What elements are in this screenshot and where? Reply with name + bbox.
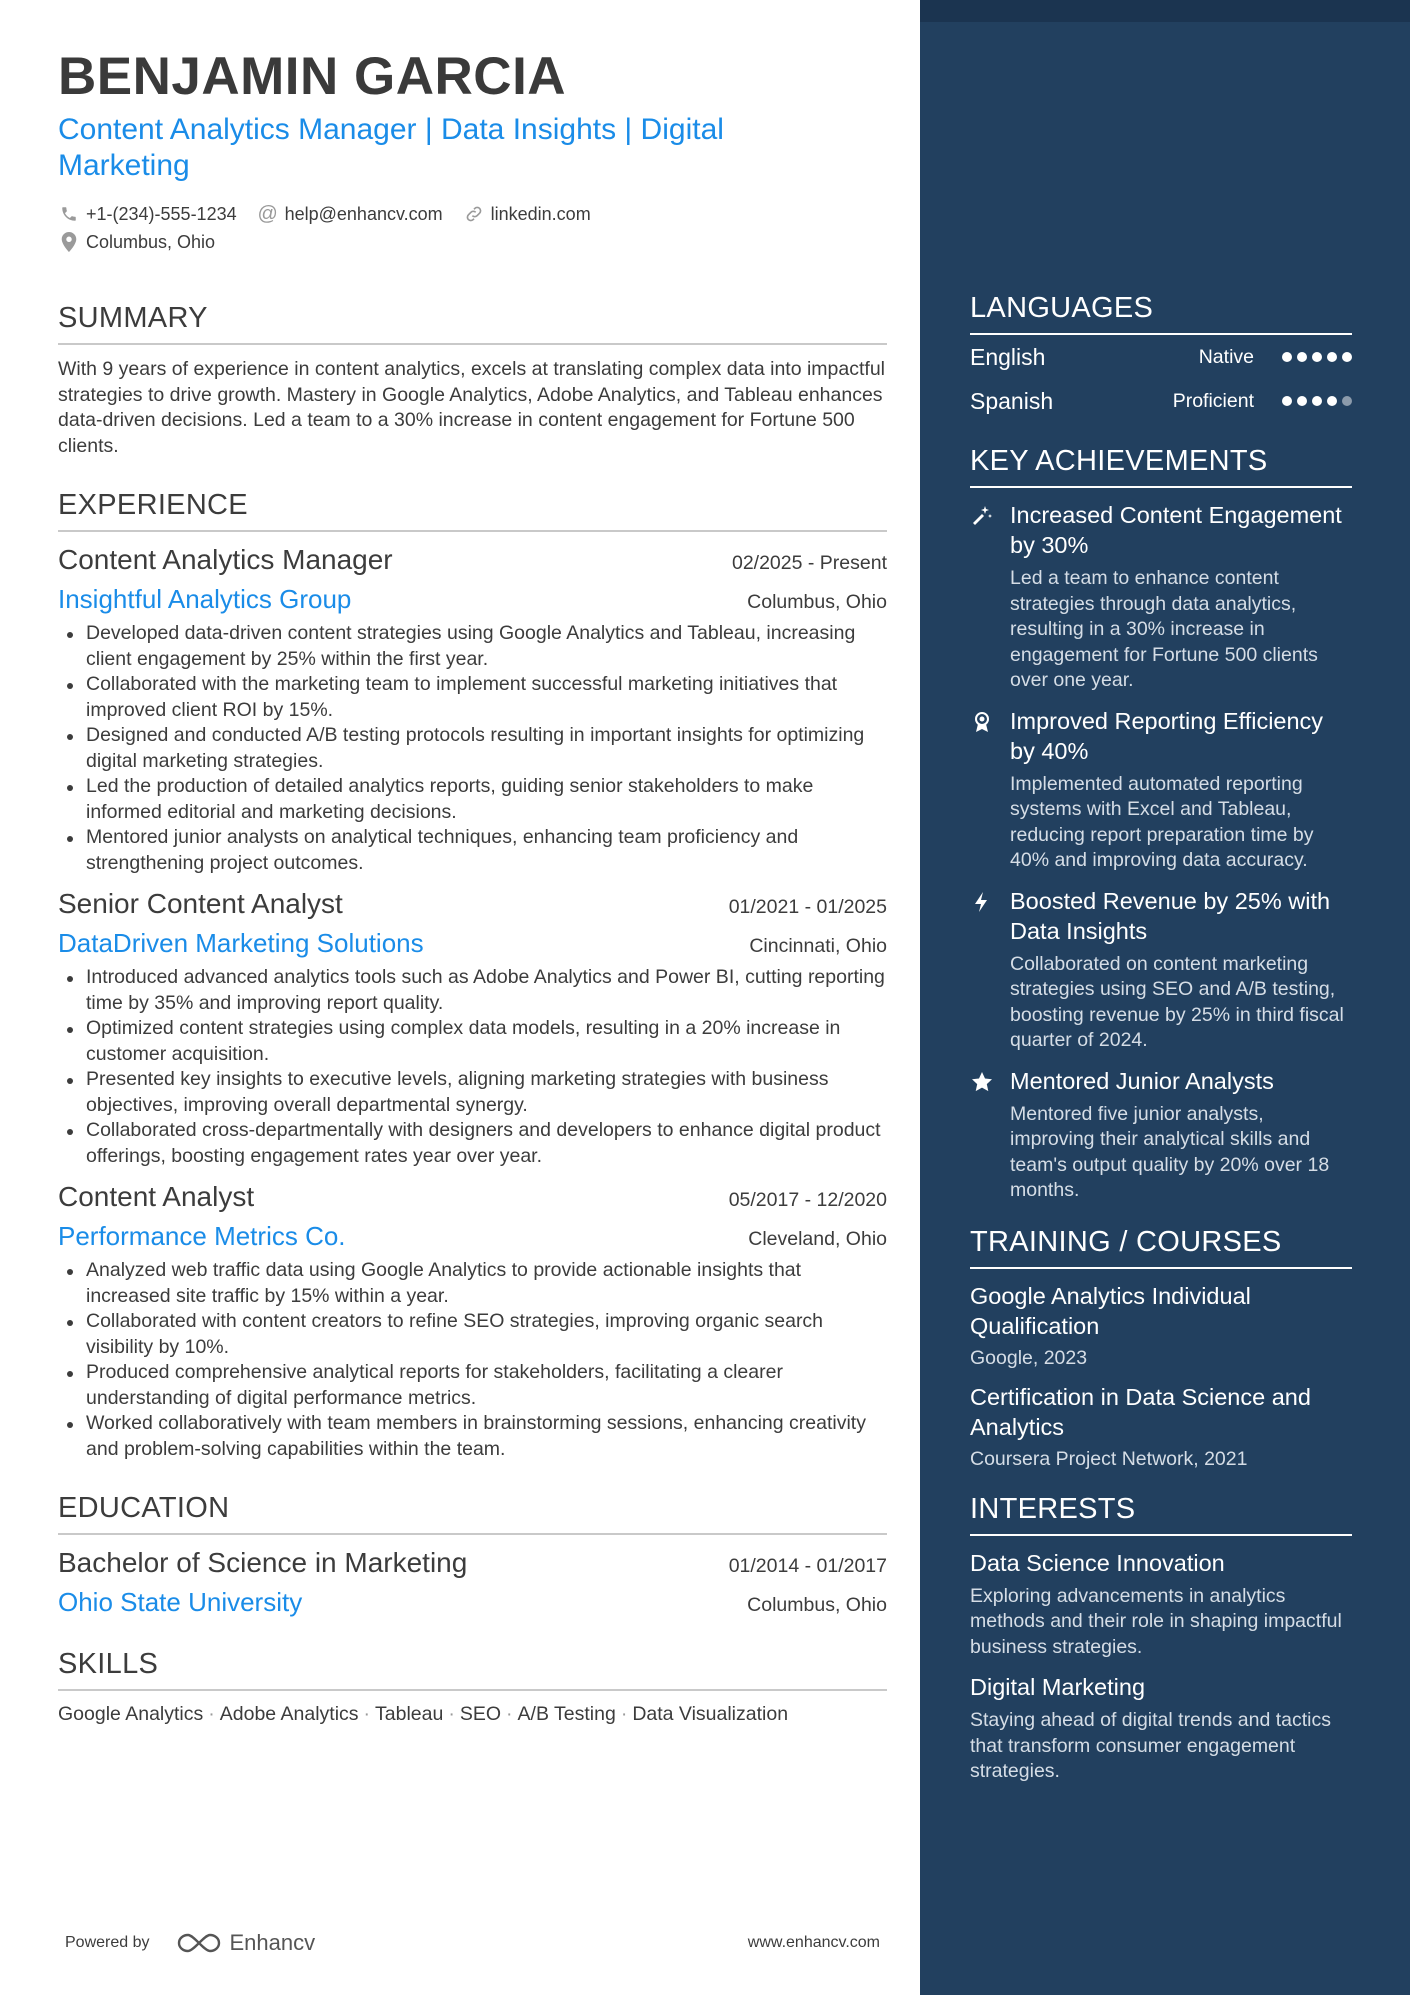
summary-heading: SUMMARY	[58, 302, 887, 345]
bullet-item: Produced comprehensive analytical reports for stakeholders, facilitating a clearer understanding of digital performance metrics.	[58, 1360, 887, 1411]
skill-item: Data Visualization	[632, 1703, 789, 1725]
award-medal-icon	[970, 706, 1010, 874]
language-row	[970, 379, 1352, 423]
education-dates: 01/2014 - 01/2017	[728, 1555, 887, 1577]
achievement-item	[970, 706, 1352, 874]
bullet-item: Analyzed web traffic data using Google Analytics to provide actionable insights that increased site traffic by 15% within a year.	[58, 1258, 887, 1309]
achievement-item	[970, 886, 1352, 1054]
achievement-description: Collaborated on content marketing strategies using SEO and A/B testing, boosting revenue by 25% in third fiscal quarter of 2024.	[1010, 952, 1344, 1051]
job-dates: 02/2025 - Present	[731, 552, 887, 574]
course-title: Certification in Data Science and Analytics	[970, 1383, 1311, 1440]
brand-name: Enhancv	[229, 1930, 316, 1955]
language-name: Spanish	[970, 387, 1054, 414]
job-dates: 01/2021 - 01/2025	[728, 896, 887, 918]
proficiency-dots	[1282, 352, 1352, 362]
training-heading: TRAINING / COURSES	[970, 1226, 1352, 1269]
phone-icon	[58, 203, 80, 225]
achievement-description: Led a team to enhance content strategies through data analytics, resulting in a 30% increase in engagement for Fortune 500 clients over one year.	[1010, 567, 1318, 691]
job-title: Content Analyst	[58, 1181, 255, 1212]
education-entry	[58, 1547, 887, 1618]
location-contact	[58, 231, 215, 253]
bullet-item: Presented key insights to executive levels, aligning marketing strategies with business objectives, improving overall departmental synergy.	[58, 1067, 887, 1118]
skill-item: Tableau	[375, 1703, 444, 1725]
proficiency-dots	[1282, 396, 1352, 406]
website-link[interactable]: www.enhancv.com	[747, 1934, 880, 1951]
achievement-title: Increased Content Engagement by 30%	[1010, 502, 1342, 558]
job-entry	[58, 888, 887, 1169]
job-location: Cincinnati, Ohio	[749, 935, 887, 957]
languages-section	[970, 292, 1352, 423]
achievement-title: Improved Reporting Efficiency by 40%	[1010, 707, 1324, 764]
job-location: Cleveland, Ohio	[748, 1228, 887, 1250]
powered-by-label: Powered by	[65, 1934, 150, 1951]
achievement-title: Boosted Revenue by 25% with Data Insights	[1010, 887, 1331, 944]
interest-item	[970, 1548, 1352, 1661]
job-dates: 05/2017 - 12/2020	[728, 1189, 887, 1211]
languages-heading: LANGUAGES	[970, 292, 1352, 335]
achievement-item	[970, 1066, 1352, 1204]
infinity-logo-icon	[176, 1931, 222, 1955]
bullet-item: Worked collaboratively with team members in brainstorming sessions, enhancing creativity and problem-solving capabilities within the team.	[58, 1411, 887, 1462]
job-bullets	[58, 621, 887, 876]
education-heading: EDUCATION	[58, 1492, 887, 1535]
job-location: Columbus, Ohio	[747, 591, 887, 613]
skills-section	[58, 1648, 887, 1726]
summary-text: With 9 years of experience in content analytics, excels at translating complex data into impactful strategies to drive growth. Mastery in Google Analytics, Adobe Analytics, and Tableau enhances data-driven decisions. Led a team to a 30% increase in content engagement for Fortune 500 clients.	[58, 358, 885, 457]
email-text: help@enhancv.com	[284, 203, 443, 224]
link-icon	[463, 203, 485, 225]
phone-text: +1-(234)-555-1234	[86, 203, 237, 224]
language-name: English	[970, 343, 1046, 370]
experience-section	[58, 489, 887, 1462]
skill-item: Google Analytics	[58, 1703, 204, 1725]
interest-title: Data Science Innovation	[970, 1549, 1225, 1576]
company-name: Performance Metrics Co.	[58, 1221, 346, 1251]
course-title: Google Analytics Individual Qualification	[970, 1282, 1251, 1339]
interests-section	[970, 1493, 1352, 1785]
bullet-item: Collaborated with the marketing team to implement successful marketing initiatives that improved client ROI by 15%.	[58, 672, 887, 723]
interest-description: Staying ahead of digital trends and tactics that transform consumer engagement strategies.	[970, 1709, 1331, 1782]
interest-description: Exploring advancements in analytics methods and their role in shaping impactful business strategies.	[970, 1584, 1342, 1658]
job-title: Content Analytics Manager	[58, 544, 393, 575]
job-bullets	[58, 1258, 887, 1462]
lightning-bolt-icon	[970, 886, 1010, 1054]
achievement-item	[970, 500, 1352, 694]
company-name: Insightful Analytics Group	[58, 584, 352, 614]
candidate-headline: Content Analytics Manager | Data Insights | Digital Marketing	[58, 113, 724, 182]
magic-wand-icon	[970, 500, 1010, 694]
bullet-item: Designed and conducted A/B testing protocols resulting in important insights for optimizing digital marketing strategies.	[58, 723, 887, 774]
phone-contact[interactable]	[58, 203, 237, 225]
language-level: Proficient	[1172, 389, 1254, 412]
bullet-item: Introduced advanced analytics tools such as Adobe Analytics and Power BI, cutting reporting time by 35% and improving report quality.	[58, 965, 887, 1016]
sidebar-column	[970, 292, 1352, 1785]
sidebar-top-bar	[920, 0, 1410, 22]
school-name: Ohio State University	[58, 1587, 303, 1617]
company-name: DataDriven Marketing Solutions	[58, 928, 424, 958]
bullet-item: Collaborated cross-departmentally with designers and developers to enhance digital product offerings, boosting engagement rates year over year.	[58, 1118, 887, 1169]
bullet-item: Mentored junior analysts on analytical techniques, enhancing team proficiency and strengthening project outcomes.	[58, 825, 887, 876]
interest-item	[970, 1672, 1352, 1785]
course-provider: Coursera Project Network, 2021	[970, 1447, 1248, 1470]
star-icon	[970, 1066, 1010, 1204]
contact-info	[58, 200, 887, 256]
experience-heading: EXPERIENCE	[58, 489, 887, 532]
bullet-item: Collaborated with content creators to refine SEO strategies, improving organic search visibility by 10%.	[58, 1309, 887, 1360]
course-item	[970, 1382, 1352, 1471]
education-section	[58, 1492, 887, 1618]
achievement-title: Mentored Junior Analysts	[1010, 1067, 1274, 1094]
email-contact[interactable]	[257, 203, 443, 225]
course-item	[970, 1281, 1352, 1370]
school-location: Columbus, Ohio	[747, 1594, 887, 1616]
summary-section	[58, 302, 887, 459]
language-level: Native	[1198, 345, 1254, 368]
skills-list: Google Analytics · Adobe Analytics · Tableau · SEO · A/B Testing · Data Visualization	[58, 1703, 789, 1725]
location-text: Columbus, Ohio	[86, 231, 216, 252]
bullet-item: Led the production of detailed analytics reports, guiding senior stakeholders to make informed editorial and marketing decisions.	[58, 774, 887, 825]
language-row	[970, 335, 1352, 379]
training-section	[970, 1226, 1352, 1471]
achievement-description: Mentored five junior analysts, improving their analytical skills and team's output quality by 20% over 18 months.	[1010, 1102, 1330, 1201]
linkedin-text: linkedin.com	[490, 203, 591, 224]
achievements-section	[970, 445, 1352, 1204]
skill-item: SEO	[459, 1703, 502, 1725]
footer	[65, 1930, 880, 1956]
candidate-name: BENJAMIN GARCIA	[58, 47, 567, 106]
achievements-heading: KEY ACHIEVEMENTS	[970, 445, 1352, 488]
skill-item: Adobe Analytics	[219, 1703, 359, 1725]
bullet-item: Optimized content strategies using complex data models, resulting in a 20% increase in customer acquisition.	[58, 1016, 887, 1067]
main-column	[58, 48, 887, 1726]
course-provider: Google, 2023	[970, 1346, 1088, 1369]
job-entry	[58, 544, 887, 876]
job-bullets	[58, 965, 887, 1169]
enhancv-logo[interactable]	[176, 1930, 316, 1956]
interest-title: Digital Marketing	[970, 1674, 1146, 1700]
degree-title: Bachelor of Science in Marketing	[58, 1547, 468, 1578]
interests-heading: INTERESTS	[970, 1493, 1352, 1536]
linkedin-contact[interactable]	[463, 203, 591, 225]
skill-item: A/B Testing	[517, 1703, 616, 1725]
job-title: Senior Content Analyst	[58, 888, 343, 919]
achievement-description: Implemented automated reporting systems with Excel and Tableau, reducing report preparation time by 40% and improving data accuracy.	[1010, 772, 1314, 871]
job-entry	[58, 1181, 887, 1462]
bullet-item: Developed data-driven content strategies using Google Analytics and Tableau, increasing client engagement by 25% within the first year.	[58, 621, 887, 672]
skills-heading: SKILLS	[58, 1648, 887, 1691]
location-pin-icon	[58, 231, 80, 253]
at-sign-icon: @	[257, 202, 278, 225]
